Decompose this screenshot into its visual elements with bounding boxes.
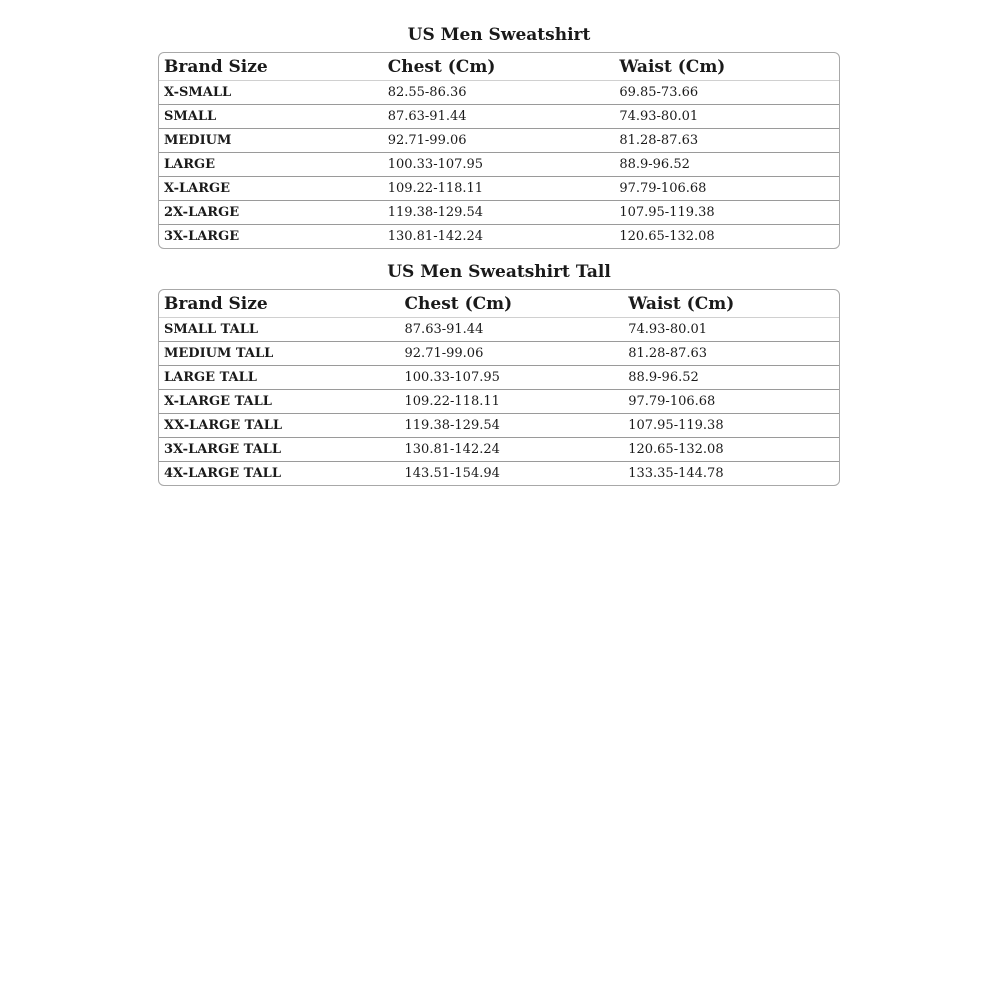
chest-cell: 87.63-91.44 (404, 322, 484, 337)
waist-cell: 120.65-132.08 (628, 442, 724, 457)
brand-size-cell: MEDIUM TALL (164, 346, 274, 361)
brand-size-cell: SMALL (164, 109, 217, 124)
brand-size-cell: LARGE TALL (164, 370, 257, 385)
table-header-row (159, 53, 839, 81)
brand-size-cell: SMALL TALL (164, 322, 259, 337)
table-row (159, 176, 839, 200)
table-row (159, 341, 839, 365)
table-row (159, 389, 839, 413)
section-title: US Men Sweatshirt (407, 25, 591, 45)
chest-cell: 119.38-129.54 (387, 205, 484, 220)
table-header-row (159, 290, 839, 318)
section-title: US Men Sweatshirt Tall (387, 262, 611, 282)
waist-cell: 107.95-119.38 (628, 418, 724, 433)
brand-size-cell: 2X-LARGE (164, 205, 240, 220)
table-row (159, 437, 839, 461)
brand-size-cell: 3X-LARGE TALL (164, 442, 281, 457)
table-row (159, 104, 839, 128)
waist-cell: 120.65-132.08 (619, 229, 715, 244)
chest-cell: 119.38-129.54 (404, 418, 500, 433)
size-table (158, 52, 840, 249)
column-header-brand-size: Brand Size (164, 293, 268, 314)
brand-size-cell: 4X-LARGE TALL (164, 466, 281, 481)
brand-size-cell: X-SMALL (164, 85, 232, 100)
table-row (159, 200, 839, 224)
table-row (159, 365, 839, 389)
waist-cell: 88.9-96.52 (619, 157, 690, 172)
waist-cell: 107.95-119.38 (619, 205, 715, 220)
chest-cell: 130.81-142.24 (404, 442, 500, 457)
table-row (159, 461, 839, 485)
column-header-chest: Chest (Cm) (387, 56, 496, 77)
table-row (159, 128, 839, 152)
waist-cell: 88.9-96.52 (628, 370, 699, 385)
column-header-waist: Waist (Cm) (628, 293, 735, 314)
table-row (159, 224, 839, 248)
chest-cell: 109.22-118.11 (404, 394, 500, 409)
column-header-waist: Waist (Cm) (619, 56, 726, 77)
column-header-chest: Chest (Cm) (404, 293, 513, 314)
chest-cell: 82.55-86.36 (387, 85, 467, 100)
chest-cell: 92.71-99.06 (404, 346, 484, 361)
waist-cell: 133.35-144.78 (628, 466, 724, 481)
waist-cell: 81.28-87.63 (628, 346, 708, 361)
chest-cell: 100.33-107.95 (404, 370, 500, 385)
brand-size-cell: MEDIUM (164, 133, 232, 148)
table-row (159, 318, 839, 341)
brand-size-cell: X-LARGE (164, 181, 231, 196)
waist-cell: 97.79-106.68 (628, 394, 716, 409)
waist-cell: 74.93-80.01 (619, 109, 699, 124)
column-header-brand-size: Brand Size (164, 56, 268, 77)
size-chart-section (158, 24, 840, 249)
chest-cell: 100.33-107.95 (387, 157, 484, 172)
chest-cell: 87.63-91.44 (387, 109, 467, 124)
brand-size-cell: 3X-LARGE (164, 229, 240, 244)
waist-cell: 81.28-87.63 (619, 133, 699, 148)
chest-cell: 130.81-142.24 (387, 229, 484, 244)
size-table (158, 289, 840, 486)
table-row (159, 152, 839, 176)
waist-cell: 97.79-106.68 (619, 181, 707, 196)
table-row (159, 81, 839, 104)
chest-cell: 143.51-154.94 (404, 466, 500, 481)
waist-cell: 74.93-80.01 (628, 322, 708, 337)
brand-size-cell: LARGE (164, 157, 216, 172)
waist-cell: 69.85-73.66 (619, 85, 699, 100)
brand-size-cell: X-LARGE TALL (164, 394, 272, 409)
chest-cell: 92.71-99.06 (387, 133, 467, 148)
size-chart-section-tall (158, 261, 840, 486)
table-row (159, 413, 839, 437)
chest-cell: 109.22-118.11 (387, 181, 484, 196)
brand-size-cell: XX-LARGE TALL (164, 418, 283, 433)
